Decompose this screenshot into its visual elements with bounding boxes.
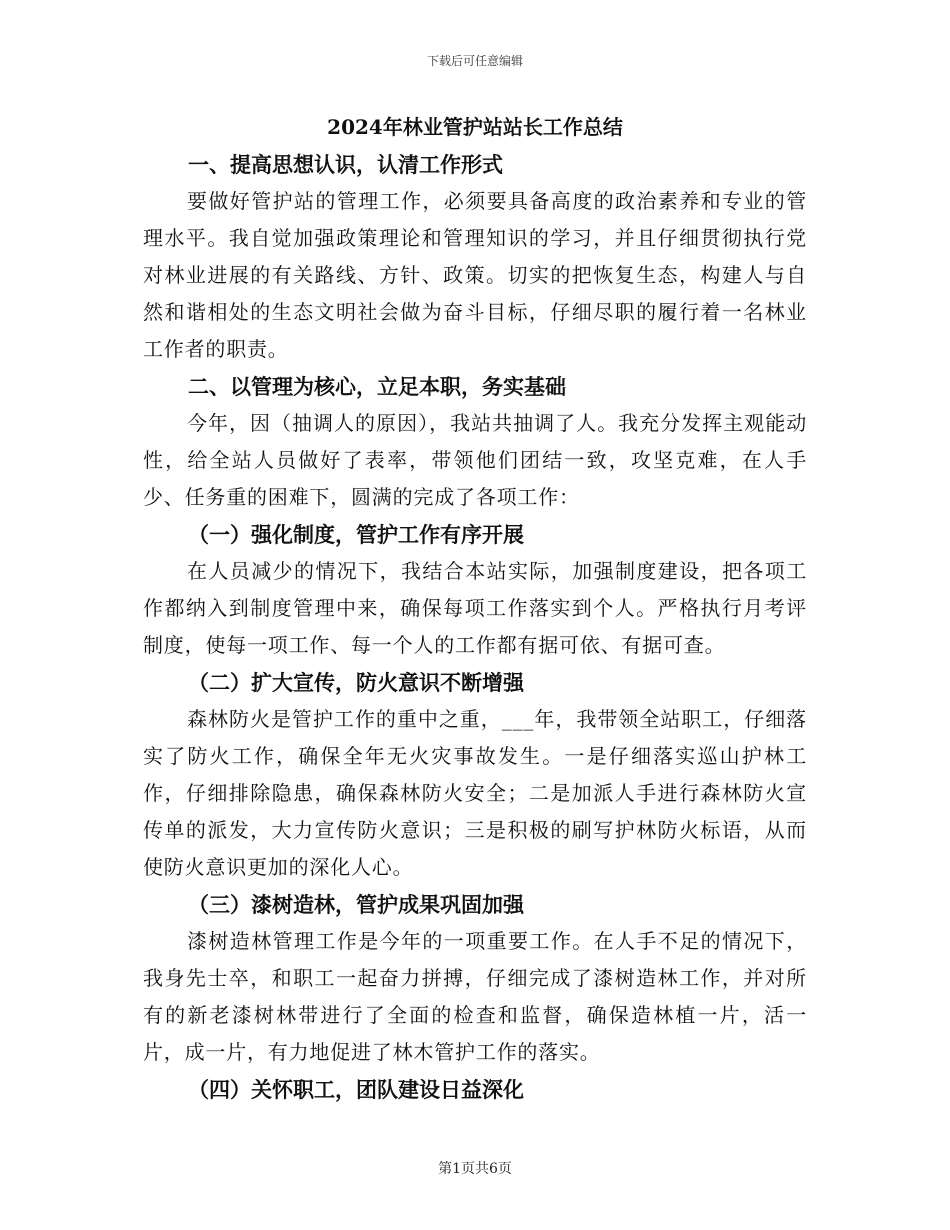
subsection-heading: （四）关怀职工，团队建设日益深化 [188,1077,524,1102]
section-heading: 二、以管理为核心，立足本职，务实基础 [188,374,566,399]
paragraph: 要做好管护站的管理工作，必须要具备高度的政治素养和专业的管理水平。我自觉加强政策理论和管理知识的学习，并且仔细贯彻执行党对林业进展的有关路线、方针、政策。切实的把恢复生态，构建人与自然和谐相处的生态文明社会做为奋斗目标，仔细尽职的履行着一名林业工作者的职责。 [143,189,807,361]
page-header-note: 下载后可任意编辑 [426,54,523,68]
paragraph: 在人员减少的情况下，我结合本站实际，加强制度建设，把各项工作都纳入到制度管理中来，确保每项工作落实到个人。严格执行月考评制度，使每一项工作、每一个人的工作都有据可依、有据可查。 [143,559,807,657]
section-heading: 一、提高思想认识，认清工作形式 [188,152,503,177]
subsection-heading: （二）扩大宣传，防火意识不断增强 [188,670,524,695]
paragraph: 森林防火是管护工作的重中之重，___年，我带领全站职工，仔细落实了防火工作，确保全年无火灾事故发生。一是仔细落实巡山护林工作，仔细排除隐患，确保森林防火安全；二是加派人手进行森林防火宣传单的派发，大力宣传防火意识；三是积极的刷写护林防火标语，从而使防火意识更加的深化人心。 [143,707,807,879]
document-body [143,110,807,1108]
document-title: 2024年林业管护站站长工作总结 [327,115,623,139]
paragraph: 漆树造林管理工作是今年的一项重要工作。在人手不足的情况下，我身先士卒，和职工一起奋力拼搏，仔细完成了漆树造林工作，并对所有的新老漆树林带进行了全面的检查和监督，确保造林植一片，活一片，成一片，有力地促进了林木管护工作的落实。 [143,929,807,1064]
subsection-heading: （三）漆树造林，管护成果巩固加强 [188,892,524,917]
paragraph: 今年，因（抽调人的原因），我站共抽调了人。我充分发挥主观能动性，给全站人员做好了表率，带领他们团结一致，攻坚克难，在人手少、任务重的困难下，圆满的完成了各项工作： [143,411,807,509]
page-footer-page-number: 第1页共6页 [438,1161,512,1177]
subsection-heading: （一）强化制度，管护工作有序开展 [188,522,524,547]
